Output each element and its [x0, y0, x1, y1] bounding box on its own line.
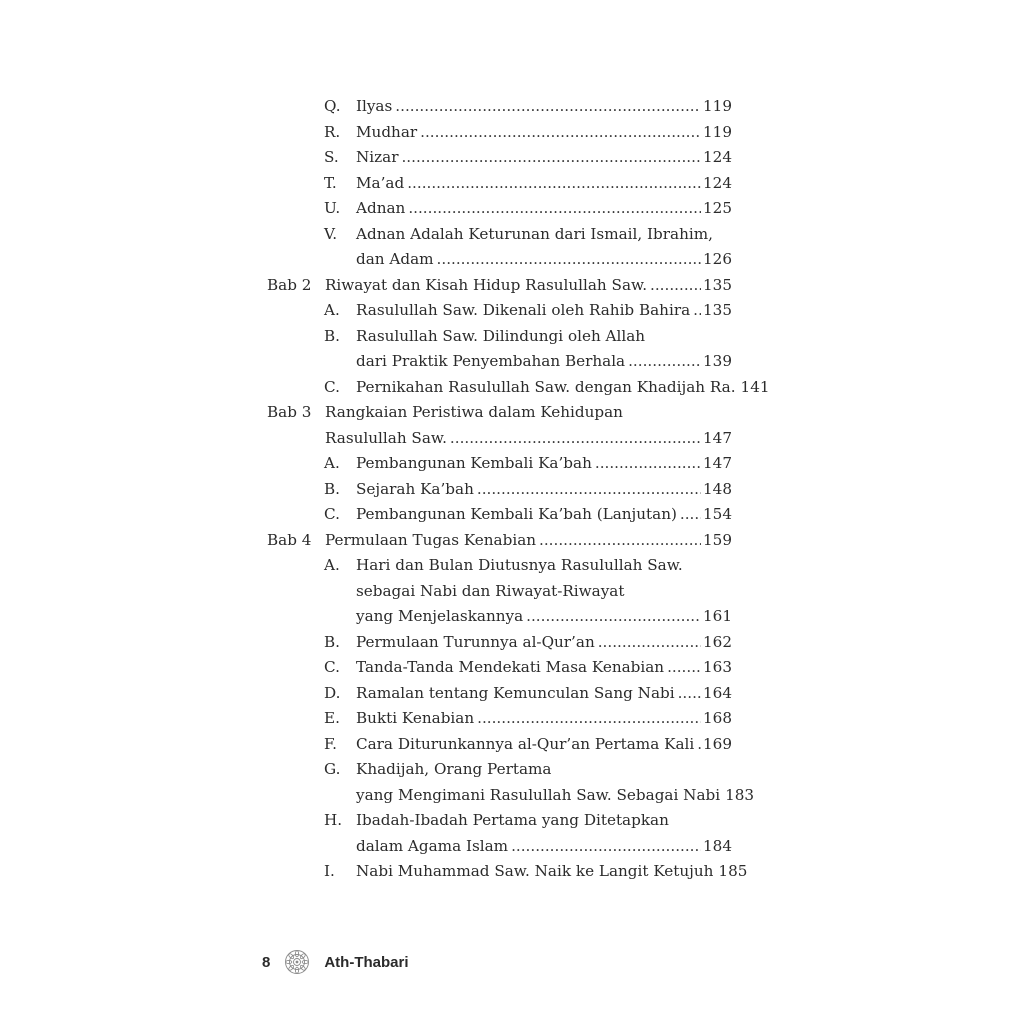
- section-title: yang Menjelaskannya: [356, 607, 524, 625]
- section-label: Q.: [324, 97, 341, 115]
- page-ref: 119: [703, 122, 732, 141]
- section-label: U.: [324, 199, 341, 217]
- dot-leader: [477, 477, 701, 503]
- toc-line: [0, 528, 1024, 554]
- page-ref: 169: [703, 734, 732, 753]
- toc-line: [0, 579, 1024, 605]
- page-ref: 119: [703, 97, 732, 115]
- toc-line: [0, 196, 1024, 222]
- chapter-title: Rangkaian Peristiwa dalam Kehidupan: [325, 403, 623, 421]
- section-title: Ibadah-Ibadah Pertama yang Ditetapkan: [356, 811, 669, 829]
- section-title: sebagai Nabi dan Riwayat-Riwayat: [356, 581, 625, 600]
- section-title: Tanda-Tanda Mendekati Masa Kenabian: [356, 658, 665, 676]
- toc-entry: [356, 502, 732, 528]
- page-ref: 184: [703, 836, 732, 855]
- toc-entry: [356, 834, 732, 860]
- mandala-ornament-icon: [284, 949, 310, 975]
- chapter-label: Bab 4: [267, 530, 312, 549]
- section-label: E.: [324, 709, 340, 727]
- chapter-label: Bab 2: [267, 275, 312, 294]
- section-label: H.: [324, 811, 343, 829]
- section-label: T.: [324, 173, 337, 192]
- table-of-contents: [0, 94, 1024, 885]
- toc-entry: [356, 808, 732, 834]
- dot-leader: [395, 94, 701, 120]
- section-title: Ilyas: [356, 97, 393, 115]
- section-label: A.: [324, 301, 340, 319]
- chapter-title: Riwayat dan Kisah Hidup Rasulullah Saw.: [325, 275, 648, 294]
- dot-leader: [401, 145, 701, 171]
- section-title: Cara Diturunkannya al-Qur’an Pertama Kali: [356, 734, 695, 753]
- toc-entry: [356, 553, 732, 579]
- section-title: Adnan: [356, 199, 406, 217]
- toc-line: [0, 145, 1024, 171]
- dot-leader: [511, 834, 701, 860]
- dot-leader: [477, 706, 701, 732]
- toc-entry: [356, 298, 732, 324]
- dot-leader: [650, 273, 701, 299]
- section-label: S.: [324, 148, 339, 166]
- toc-line: [0, 706, 1024, 732]
- toc-entry: [325, 273, 732, 299]
- toc-entry: [356, 757, 732, 783]
- dot-leader: [450, 426, 701, 452]
- section-title: Adnan Adalah Keturunan dari Ismail, Ibrahim,: [356, 224, 713, 243]
- section-title: Mudhar: [356, 122, 418, 141]
- page-ref: 159: [703, 530, 732, 549]
- dot-leader: [526, 604, 701, 630]
- toc-line: [0, 324, 1024, 350]
- section-label: C.: [324, 377, 340, 396]
- section-title: Nabi Muhammad Saw. Naik ke Langit Ketujuh: [356, 862, 714, 880]
- section-title: yang Mengimani Rasulullah Saw. Sebagai Nabi: [356, 785, 721, 804]
- section-title: Pernikahan Rasulullah Saw. dengan Khadijah Ra.: [356, 377, 736, 396]
- toc-line: [0, 732, 1024, 758]
- toc-entry: [325, 400, 732, 426]
- section-label: D.: [324, 683, 341, 702]
- toc-entry: [325, 528, 732, 554]
- page-ref: 185: [718, 862, 748, 880]
- dot-leader: [420, 120, 701, 146]
- page-ref: 135: [703, 301, 732, 319]
- toc-entry: [356, 222, 732, 248]
- dot-leader: [595, 451, 701, 477]
- section-label: G.: [324, 760, 341, 778]
- page-ref: 135: [703, 275, 732, 294]
- page-ref: 164: [703, 683, 732, 702]
- dot-leader: [628, 349, 701, 375]
- section-title: Rasulullah Saw. Dilindungi oleh Allah: [356, 326, 646, 345]
- toc-line: [0, 451, 1024, 477]
- section-title: Sejarah Ka’bah: [356, 479, 474, 498]
- section-title: Nizar: [356, 148, 399, 166]
- toc-entry: [356, 477, 732, 503]
- toc-entry: [356, 630, 732, 656]
- toc-line: [0, 247, 1024, 273]
- section-title: dan Adam: [356, 250, 434, 268]
- page-ref: 161: [703, 607, 732, 625]
- toc-line: [0, 783, 1024, 809]
- section-label: R.: [324, 122, 341, 141]
- dot-leader: [667, 655, 701, 681]
- toc-entry: [356, 171, 732, 197]
- page-ref: 147: [703, 428, 732, 447]
- toc-line: [0, 477, 1024, 503]
- section-title: Ma’ad: [356, 173, 405, 192]
- toc-line: [0, 375, 1024, 401]
- toc-entry: [356, 120, 732, 146]
- page-ref: 148: [703, 479, 732, 498]
- toc-line: [0, 120, 1024, 146]
- dot-leader: [437, 247, 701, 273]
- toc-line: [0, 757, 1024, 783]
- page-footer: [262, 948, 409, 976]
- section-title: Permulaan Turunnya al-Qur’an: [356, 632, 595, 651]
- toc-line: [0, 630, 1024, 656]
- page-ref: 141: [740, 377, 770, 396]
- toc-entry: [356, 859, 748, 885]
- chapter-title: Rasulullah Saw.: [325, 428, 447, 447]
- toc-line: [0, 834, 1024, 860]
- section-title: dalam Agama Islam: [356, 836, 509, 855]
- toc-entry: [356, 247, 732, 273]
- toc-entry: [356, 732, 732, 758]
- toc-entry: [356, 706, 732, 732]
- section-label: F.: [324, 734, 337, 753]
- toc-line: [0, 171, 1024, 197]
- page-ref: 125: [703, 199, 732, 217]
- toc-entry: [356, 604, 732, 630]
- section-title: Rasulullah Saw. Dikenali oleh Rahib Bahira: [356, 301, 691, 319]
- toc-entry: [356, 783, 755, 809]
- toc-line: [0, 655, 1024, 681]
- dot-leader: [693, 298, 701, 324]
- toc-line: [0, 349, 1024, 375]
- page-number: 8: [262, 953, 271, 971]
- section-label: V.: [324, 224, 338, 243]
- section-title: Ramalan tentang Kemunculan Sang Nabi: [356, 683, 675, 702]
- toc-entry: [356, 94, 732, 120]
- section-title: Pembangunan Kembali Ka’bah: [356, 454, 592, 472]
- page-ref: 163: [703, 658, 732, 676]
- toc-line: [0, 553, 1024, 579]
- toc-line: [0, 426, 1024, 452]
- toc-entry: [356, 681, 732, 707]
- dot-leader: [539, 528, 701, 554]
- page-ref: 124: [703, 148, 732, 166]
- page-ref: 126: [703, 250, 732, 268]
- section-label: B.: [324, 479, 340, 498]
- dot-leader: [697, 732, 701, 758]
- dot-leader: [407, 171, 701, 197]
- toc-entry: [356, 579, 732, 605]
- section-title: Hari dan Bulan Diutusnya Rasulullah Saw.: [356, 556, 683, 574]
- toc-entry: [356, 375, 770, 401]
- dot-leader: [598, 630, 701, 656]
- section-label: I.: [324, 862, 335, 880]
- section-title: Pembangunan Kembali Ka’bah (Lanjutan): [356, 505, 677, 523]
- section-label: C.: [324, 658, 340, 676]
- toc-line: [0, 808, 1024, 834]
- section-label: B.: [324, 632, 340, 651]
- toc-line: [0, 502, 1024, 528]
- page-ref: 124: [703, 173, 732, 192]
- toc-entry: [325, 426, 732, 452]
- toc-line: [0, 222, 1024, 248]
- toc-line: [0, 298, 1024, 324]
- section-label: C.: [324, 505, 340, 523]
- toc-entry: [356, 145, 732, 171]
- toc-line: [0, 859, 1024, 885]
- page-ref: 183: [725, 785, 755, 804]
- section-label: B.: [324, 326, 340, 345]
- toc-entry: [356, 196, 732, 222]
- toc-line: [0, 94, 1024, 120]
- toc-line: [0, 273, 1024, 299]
- section-label: A.: [324, 454, 340, 472]
- page-ref: 147: [703, 454, 732, 472]
- toc-line: [0, 681, 1024, 707]
- page-ref: 154: [703, 505, 732, 523]
- dot-leader: [680, 502, 701, 528]
- dot-leader: [408, 196, 701, 222]
- book-title: Ath-Thabari: [324, 953, 409, 971]
- page-ref: 139: [703, 352, 732, 370]
- toc-line: [0, 604, 1024, 630]
- toc-line: [0, 400, 1024, 426]
- toc-entry: [356, 324, 732, 350]
- page-ref: 162: [703, 632, 732, 651]
- toc-entry: [356, 451, 732, 477]
- section-title: dari Praktik Penyembahan Berhala: [356, 352, 626, 370]
- dot-leader: [678, 681, 701, 707]
- section-title: Khadijah, Orang Pertama: [356, 760, 552, 778]
- section-title: Bukti Kenabian: [356, 709, 475, 727]
- section-label: A.: [324, 556, 340, 574]
- toc-entry: [356, 349, 732, 375]
- chapter-title: Permulaan Tugas Kenabian: [325, 530, 537, 549]
- toc-entry: [356, 655, 732, 681]
- page-ref: 168: [703, 709, 732, 727]
- chapter-label: Bab 3: [267, 403, 312, 421]
